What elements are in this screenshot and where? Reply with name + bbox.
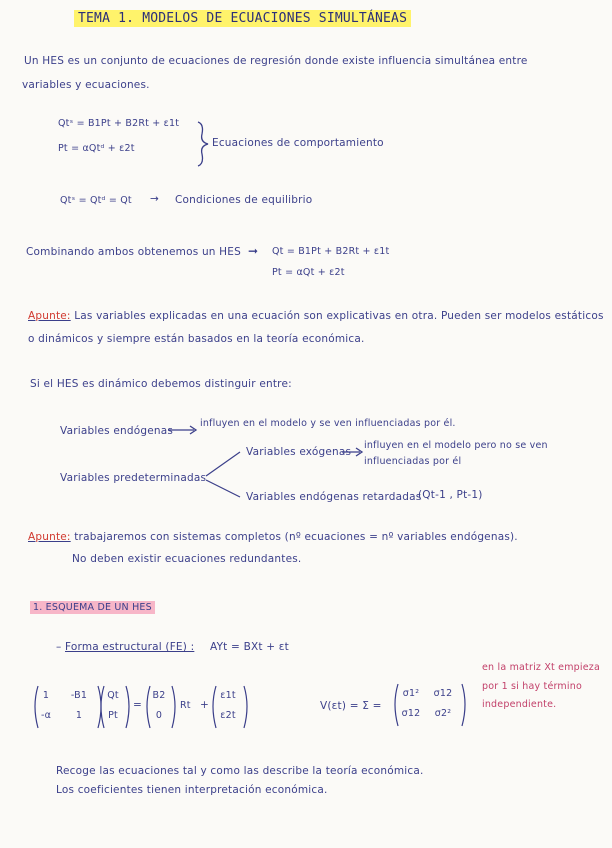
side-note-line-1: en la matriz Xt empieza	[482, 662, 600, 673]
combine-arrow: ➞	[248, 244, 259, 258]
title-text: TEMA 1. MODELOS DE ECUACIONES SIMULTÁNEAS	[74, 10, 411, 27]
apunte-2-label: Apunte:	[28, 531, 71, 543]
equilibrium-label: Condiciones de equilibrio	[175, 194, 313, 206]
vector-epsilon-cell: ε2t	[220, 710, 236, 721]
paren-b-right	[172, 686, 175, 728]
paren-y-right	[126, 686, 129, 728]
structural-form-dash: –	[56, 641, 65, 653]
section-heading-text: 1. ESQUEMA DE UN HES	[30, 601, 155, 614]
vector-epsilon-cell: ε1t	[220, 690, 236, 701]
equilibrium-equation: Qtˢ = Qtᵈ = Qt	[60, 195, 132, 206]
apunte-1-line-2: o dinámicos y siempre están basados en la teoría económica.	[28, 333, 365, 345]
recoge-line-2: Los coeficientes tienen interpretación económica.	[56, 784, 328, 796]
variance-label: V(εt) = Σ =	[320, 700, 382, 712]
behavior-equation-1: Qtˢ = B1Pt + B2Rt + ε1t	[58, 118, 180, 129]
behavior-label: Ecuaciones de comportamiento	[212, 137, 384, 149]
matrix-b-cell: 0	[155, 710, 163, 721]
exogenous-label: Variables exógenas	[246, 446, 352, 458]
structural-form-equation: AYt = BXt + εt	[210, 641, 289, 653]
structural-form-name: Forma estructural (FE) :	[65, 641, 195, 653]
exogenous-description-2: influenciadas por él	[364, 456, 462, 467]
apunte-2-line-2: No deben existir ecuaciones redundantes.	[72, 553, 302, 565]
paren-sigma-left	[395, 684, 398, 726]
equals-sign: =	[133, 699, 142, 711]
equilibrium-arrow: →	[150, 193, 159, 205]
rt-symbol: Rt	[180, 700, 191, 711]
lagged-endogenous-values: (Qt-1 , Pt-1)	[418, 489, 483, 501]
lagged-endogenous-label: Variables endógenas retardadas	[246, 491, 422, 503]
apunte-1-text: Las variables explicadas en una ecuación son explicativas en otra. Pueden ser modelos estáticos	[74, 310, 604, 322]
matrix-a-cell: 1	[75, 710, 83, 721]
sigma-cell: σ1²	[402, 688, 420, 699]
endogenous-label: Variables endógenas	[60, 425, 174, 437]
dynamic-intro: Si el HES es dinámico debemos distinguir entre:	[30, 378, 292, 390]
sigma-cell: σ12	[433, 688, 453, 699]
brace-behavior	[198, 122, 208, 166]
apunte-2-text: trabajaremos con sistemas completos (nº ecuaciones = nº variables endógenas).	[74, 531, 518, 543]
exogenous-description-1: influyen en el modelo pero no se ven	[364, 440, 548, 451]
apunte-1-label: Apunte:	[28, 310, 71, 322]
branch-lower	[206, 480, 240, 497]
branch-upper	[206, 452, 240, 476]
paren-sigma-right	[462, 684, 465, 726]
side-note-line-2: por 1 si hay término	[482, 681, 582, 692]
behavior-equation-2: Pt = αQtᵈ + ε2t	[58, 143, 135, 154]
paren-y-left	[101, 686, 104, 728]
paren-e-left	[213, 686, 216, 728]
sigma-cell: σ12	[401, 708, 421, 719]
matrix-a-cell: 1	[42, 690, 50, 701]
combined-equation-1: Qt = B1Pt + B2Rt + ε1t	[272, 246, 390, 257]
predetermined-label: Variables predeterminadas	[60, 472, 207, 484]
endogenous-description: influyen en el modelo y se ven influenciadas por él.	[200, 418, 456, 429]
vector-y-cell: Pt	[108, 710, 118, 721]
vector-y-cell: Qt	[107, 690, 119, 701]
matrix-b-cell: B2	[152, 690, 166, 701]
paren-e-right	[244, 686, 247, 728]
combine-text: Combinando ambos obtenemos un HES	[26, 246, 241, 258]
recoge-line-1: Recoge las ecuaciones tal y como las describe la teoría económica.	[56, 765, 424, 777]
matrix-a-cell: -α	[40, 710, 52, 721]
sigma-cell: σ2²	[434, 708, 452, 719]
matrix-a-cell: -B1	[70, 690, 88, 701]
intro-line-2: variables y ecuaciones.	[22, 79, 150, 91]
combined-equation-2: Pt = αQt + ε2t	[272, 267, 345, 278]
plus-sign: +	[200, 699, 209, 711]
paren-b-left	[147, 686, 150, 728]
side-note-line-3: independiente.	[482, 699, 557, 710]
intro-line-1: Un HES es un conjunto de ecuaciones de regresión donde existe influencia simultánea entre	[24, 55, 528, 67]
paren-a-left	[35, 686, 38, 728]
